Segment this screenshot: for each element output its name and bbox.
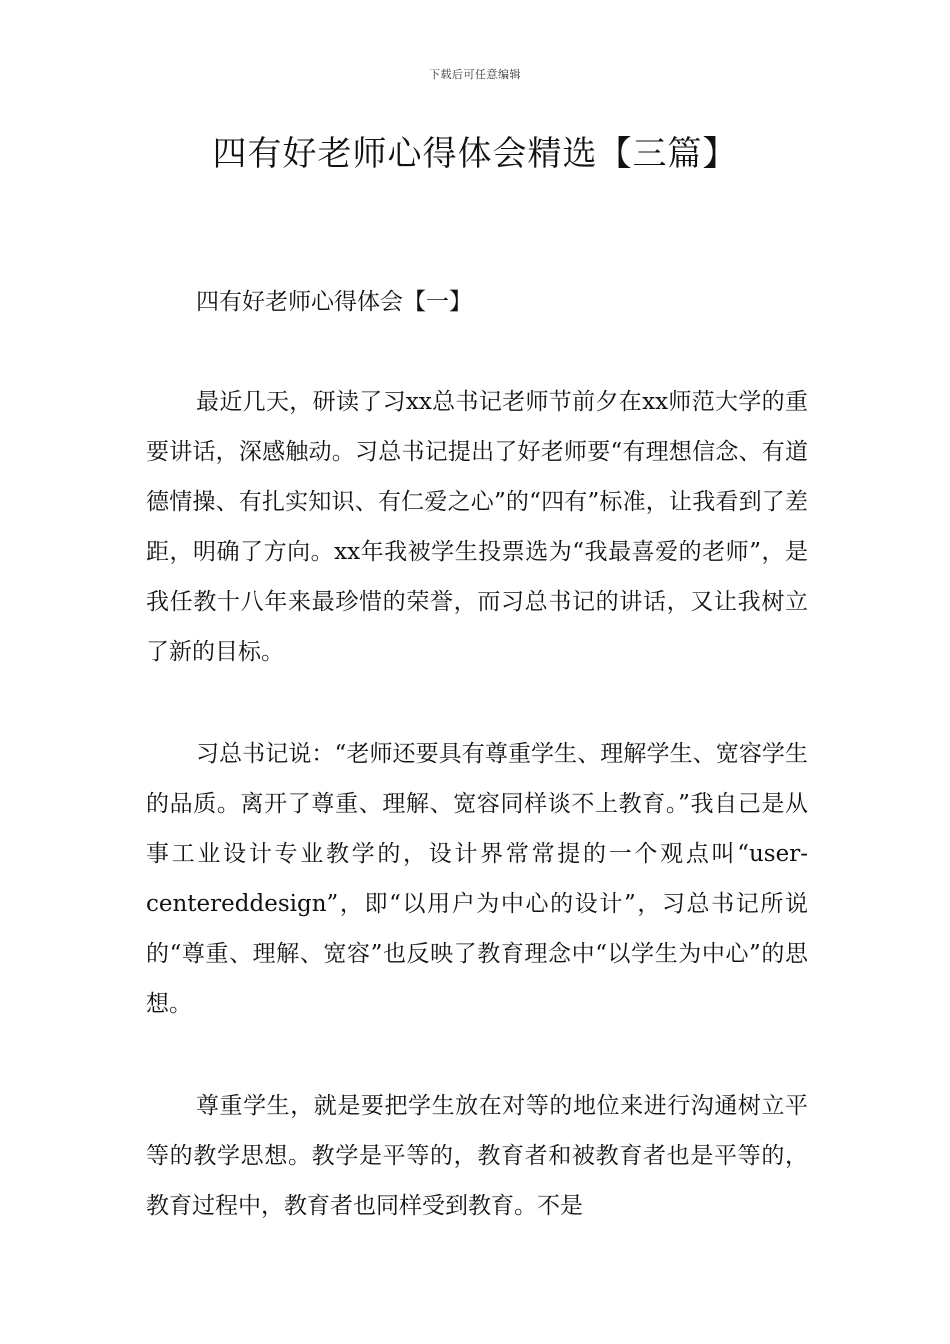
section-heading: 四有好老师心得体会【一】	[196, 289, 472, 315]
body-paragraph: 最近几天，研读了习xx总书记老师节前夕在xx师范大学的重要讲话，深感触动。习总书记提出了好老师要“有理想信念、有道德情操、有扎实知识、有仁爱之心”的“四有”标准，让我看到了差距，明确了方向。xx年我被学生投票选为“我最喜爱的老师”，是我任教十八年来最珍惜的荣誉，而习总书记的讲话，又让我树立了新的目标。	[146, 389, 808, 665]
body-paragraph: 习总书记说：“老师还要具有尊重学生、理解学生、宽容学生的品质。离开了尊重、理解、宽容同样谈不上教育。”我自己是从事工业设计专业教学的，设计界常常提的一个观点叫“user-centereddesign”，即“以用户为中心的设计”，习总书记所说的“尊重、理解、宽容”也反映了教育理念中“以学生为中心”的思想。	[146, 741, 808, 1017]
body-content	[146, 377, 808, 1283]
document-title: 四有好老师心得体会精选【三篇】	[212, 134, 738, 174]
body-paragraph: 尊重学生，就是要把学生放在对等的地位来进行沟通树立平等的教学思想。教学是平等的，教育者和被教育者也是平等的，教育过程中，教育者也同样受到教育。不是	[146, 1093, 808, 1219]
header-note: 下载后可任意编辑	[429, 68, 521, 81]
